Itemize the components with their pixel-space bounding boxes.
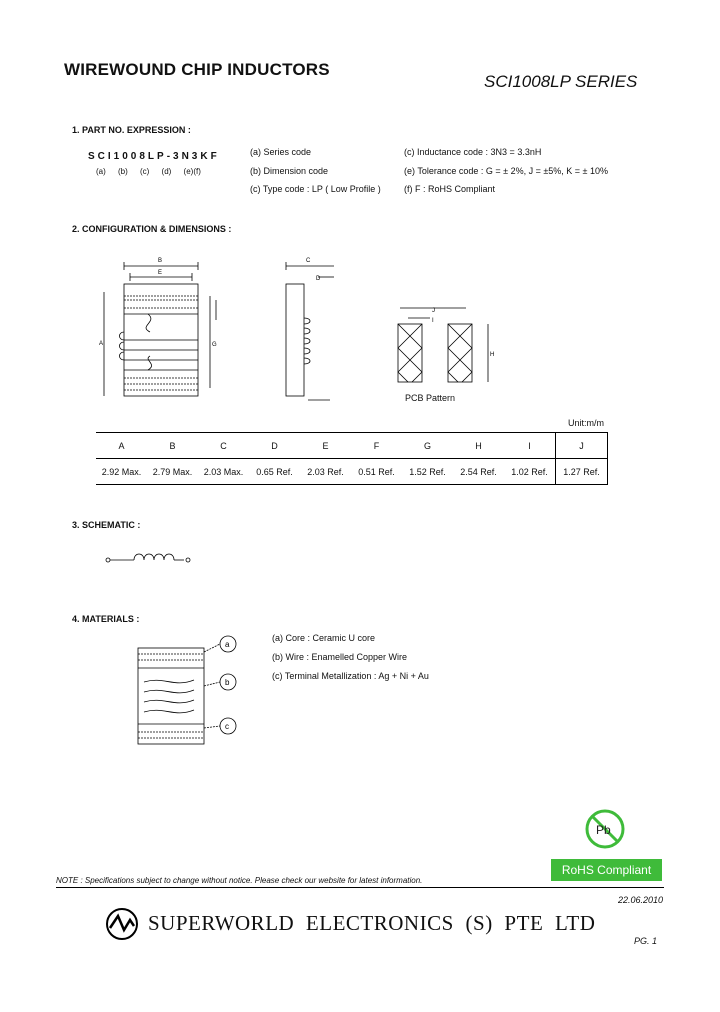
table-value-cell: 1.27 Ref. — [556, 459, 608, 485]
callout-a: a — [225, 640, 230, 649]
pb-text: Pb — [596, 823, 611, 837]
series-name: SCI1008LP SERIES — [484, 72, 638, 91]
materials-drawing — [134, 632, 246, 748]
table-value-row — [96, 459, 608, 485]
table-header-cell: C — [198, 433, 249, 459]
inductor-front-drawing — [98, 252, 238, 402]
code-left-3: (c) Type code : LP ( Low Profile ) — [250, 184, 381, 194]
label-g: G — [212, 342, 217, 348]
table-header-cell: J — [556, 433, 608, 459]
label-h: H — [490, 352, 495, 358]
code-right-1: (c) Inductance code : 3N3 = 3.3nH — [404, 147, 542, 157]
company-logo-icon — [104, 906, 140, 942]
table-value-cell: 2.92 Max. — [96, 459, 147, 485]
rohs-compliant-badge: RoHS Compliant — [551, 859, 662, 881]
section-schematic-heading: 3. SCHEMATIC : — [72, 520, 141, 530]
table-value-cell: 2.03 Ref. — [300, 459, 351, 485]
label-b: B — [158, 258, 163, 264]
table-value-cell: 2.54 Ref. — [453, 459, 504, 485]
pcb-pattern-drawing — [390, 300, 500, 392]
material-terminal: (c) Terminal Metallization : Ag + Ni + Au — [272, 671, 429, 681]
code-right-3: (f) F : RoHS Compliant — [404, 184, 496, 194]
table-value-cell: 2.79 Max. — [147, 459, 198, 485]
inductor-side-drawing — [278, 252, 348, 402]
document-date: 22.06.2010 — [618, 895, 664, 905]
part-number-letters: (a) (b) (c) (d) (e)(f) — [96, 167, 201, 176]
code-left-1: (a) Series code — [250, 147, 312, 157]
page-number: PG. 1 — [634, 936, 658, 946]
table-header-cell: I — [504, 433, 556, 459]
section-config-heading: 2. CONFIGURATION & DIMENSIONS : — [72, 224, 232, 234]
part-number-code: SCI1008LP-3N3KF — [88, 151, 220, 162]
table-header-cell: A — [96, 433, 147, 459]
dimensions-table — [96, 432, 608, 485]
label-i: I — [432, 318, 434, 324]
table-header-cell: E — [300, 433, 351, 459]
table-value-cell: 0.65 Ref. — [249, 459, 300, 485]
table-header-cell: B — [147, 433, 198, 459]
company-name: SUPERWORLD ELECTRONICS (S) PTE LTD — [148, 911, 596, 935]
callout-b: b — [225, 678, 230, 687]
code-right-2: (e) Tolerance code : G = ± 2%, J = ±5%, K = ± 10% — [404, 166, 609, 176]
pb-free-icon — [584, 808, 626, 850]
table-header-cell: H — [453, 433, 504, 459]
table-header-cell: F — [351, 433, 402, 459]
unit-label: Unit:m/m — [568, 418, 604, 428]
label-j: J — [432, 308, 435, 314]
schematic-coil-symbol — [104, 550, 196, 570]
table-header-cell: D — [249, 433, 300, 459]
label-c: C — [306, 258, 311, 264]
pcb-pattern-label: PCB Pattern — [405, 393, 456, 403]
section-materials-heading: 4. MATERIALS : — [72, 614, 140, 624]
section-part-no-heading: 1. PART NO. EXPRESSION : — [72, 125, 191, 135]
label-e: E — [158, 270, 163, 276]
code-left-2: (b) Dimension code — [250, 166, 329, 176]
label-d: D — [316, 276, 321, 282]
document-title: WIREWOUND CHIP INDUCTORS — [64, 60, 330, 79]
callout-c: c — [225, 722, 229, 731]
label-a: A — [99, 341, 104, 347]
material-core: (a) Core : Ceramic U core — [272, 633, 376, 643]
table-value-cell: 1.52 Ref. — [402, 459, 453, 485]
table-value-cell: 0.51 Ref. — [351, 459, 402, 485]
table-header-row — [96, 433, 608, 459]
material-wire: (b) Wire : Enamelled Copper Wire — [272, 652, 408, 662]
footer-divider — [56, 887, 664, 888]
table-value-cell: 2.03 Max. — [198, 459, 249, 485]
table-header-cell: G — [402, 433, 453, 459]
table-value-cell: 1.02 Ref. — [504, 459, 556, 485]
specification-note: NOTE : Specifications subject to change without notice. Please check our website for latest information. — [56, 876, 423, 885]
